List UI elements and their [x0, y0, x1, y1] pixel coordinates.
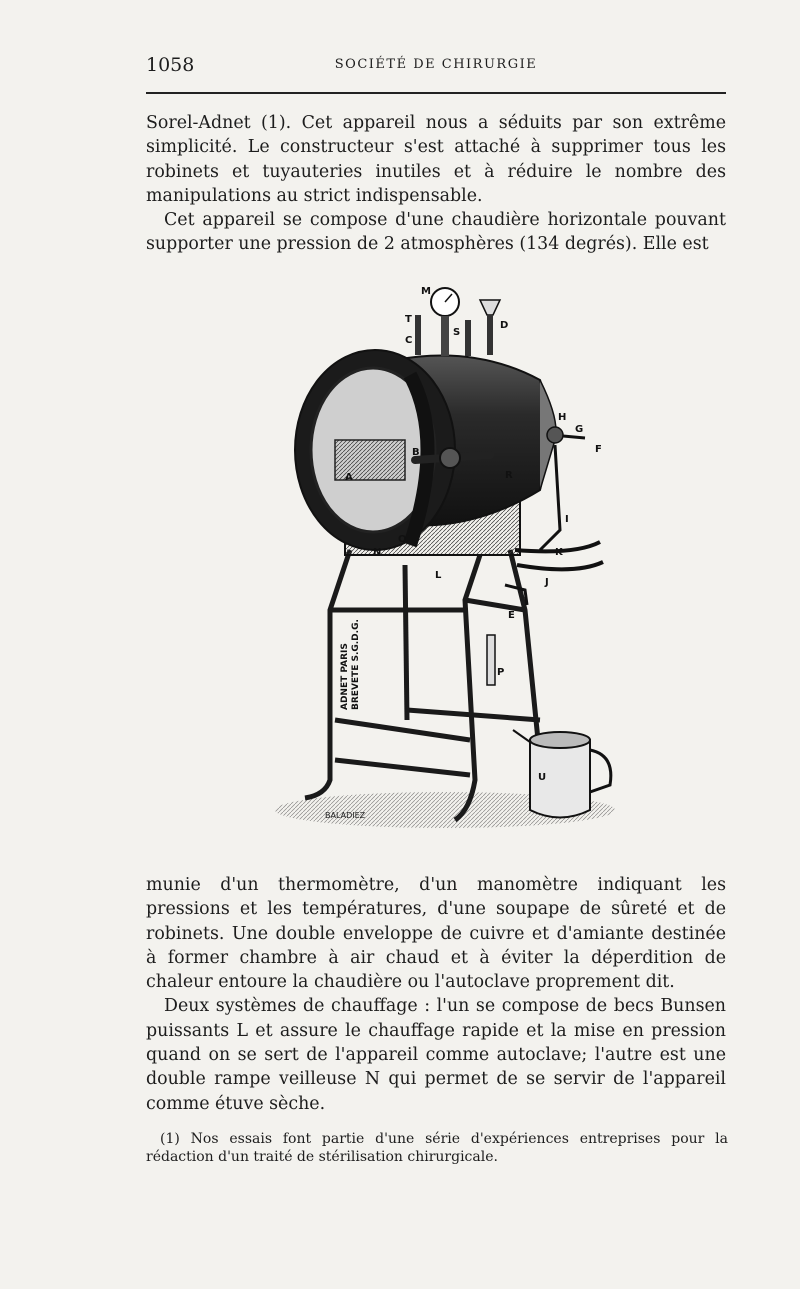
gauges — [415, 288, 500, 356]
label-b: B — [412, 447, 420, 458]
label-g: G — [575, 424, 584, 435]
paragraph: Sorel-Adnet (1). Cet appareil nous a séduits par son extrême simplicité. Le constructeur s'est attaché à supprimer tous les robinets et tuyauteries inutiles et à réduire le nombre des manipulations au strict indispensable. — [146, 113, 726, 206]
tube-p — [487, 635, 495, 685]
stamp-line-2: BREVETE S.G.D.G. — [351, 619, 361, 710]
label-o: O — [398, 534, 407, 545]
footnote: (1) Nos essais font partie d'une série d'expériences entreprises pour la rédaction d'un traité de stérilisation chirurgicale. — [146, 1131, 728, 1165]
label-s: S — [453, 327, 461, 338]
paragraph: Deux systèmes de chauffage : l'un se compose de becs Bunsen puissants L et assure le chauffage rapide et la mise en pression quand on se sert de l'appareil comme autoclave; l'autre est une double rampe veilleuse N qui permet de se servir de l'appareil comme étuve sèche. — [146, 996, 726, 1114]
body-text-bottom — [146, 873, 726, 1116]
paragraph: munie d'un thermomètre, d'un manomètre indiquant les pressions et les températures, d'une soupape de sûreté et de robinets. Une double enveloppe de cuivre et d'amiante destinée à former chambre à air chaud et à éviter la déperdition de chaleur entoure la chaudière ou l'autoclave proprement dit. — [146, 875, 726, 993]
paragraph: Cet appareil se compose d'une chaudière horizontale pouvant supporter une pression de 2 atmosphères (134 degrés). Elle est — [146, 210, 726, 255]
running-header — [146, 54, 726, 76]
engraver-signature: BALADIEZ — [325, 811, 366, 820]
label-f: F — [595, 444, 602, 455]
label-m: M — [421, 286, 431, 297]
funnel-icon — [480, 300, 500, 315]
label-e: E — [508, 610, 515, 621]
header-rule — [146, 92, 726, 94]
thermometer-icon — [415, 315, 421, 355]
label-i: I — [565, 514, 569, 525]
running-title: SOCIÉTÉ DE CHIRURGIE — [334, 57, 538, 72]
label-a: A — [345, 472, 353, 483]
label-r: R — [505, 470, 513, 481]
label-k: K — [555, 547, 563, 558]
label-d: D — [500, 320, 509, 331]
body-text-top — [146, 111, 726, 257]
stamp-line-1: ADNET PARIS — [340, 643, 350, 710]
page-number: 1058 — [146, 54, 195, 76]
label-p: P — [497, 667, 505, 678]
label-n: N — [373, 547, 382, 558]
label-t: T — [405, 314, 412, 325]
valve-icon — [547, 427, 563, 443]
label-j: J — [545, 577, 549, 588]
label-h: H — [558, 412, 567, 423]
label-u: U — [538, 772, 547, 783]
autoclave-illustration — [255, 280, 635, 840]
label-l: L — [435, 570, 442, 581]
maker-stamp — [340, 619, 361, 710]
label-c: C — [405, 335, 413, 346]
autoclave-engraving — [255, 280, 635, 840]
